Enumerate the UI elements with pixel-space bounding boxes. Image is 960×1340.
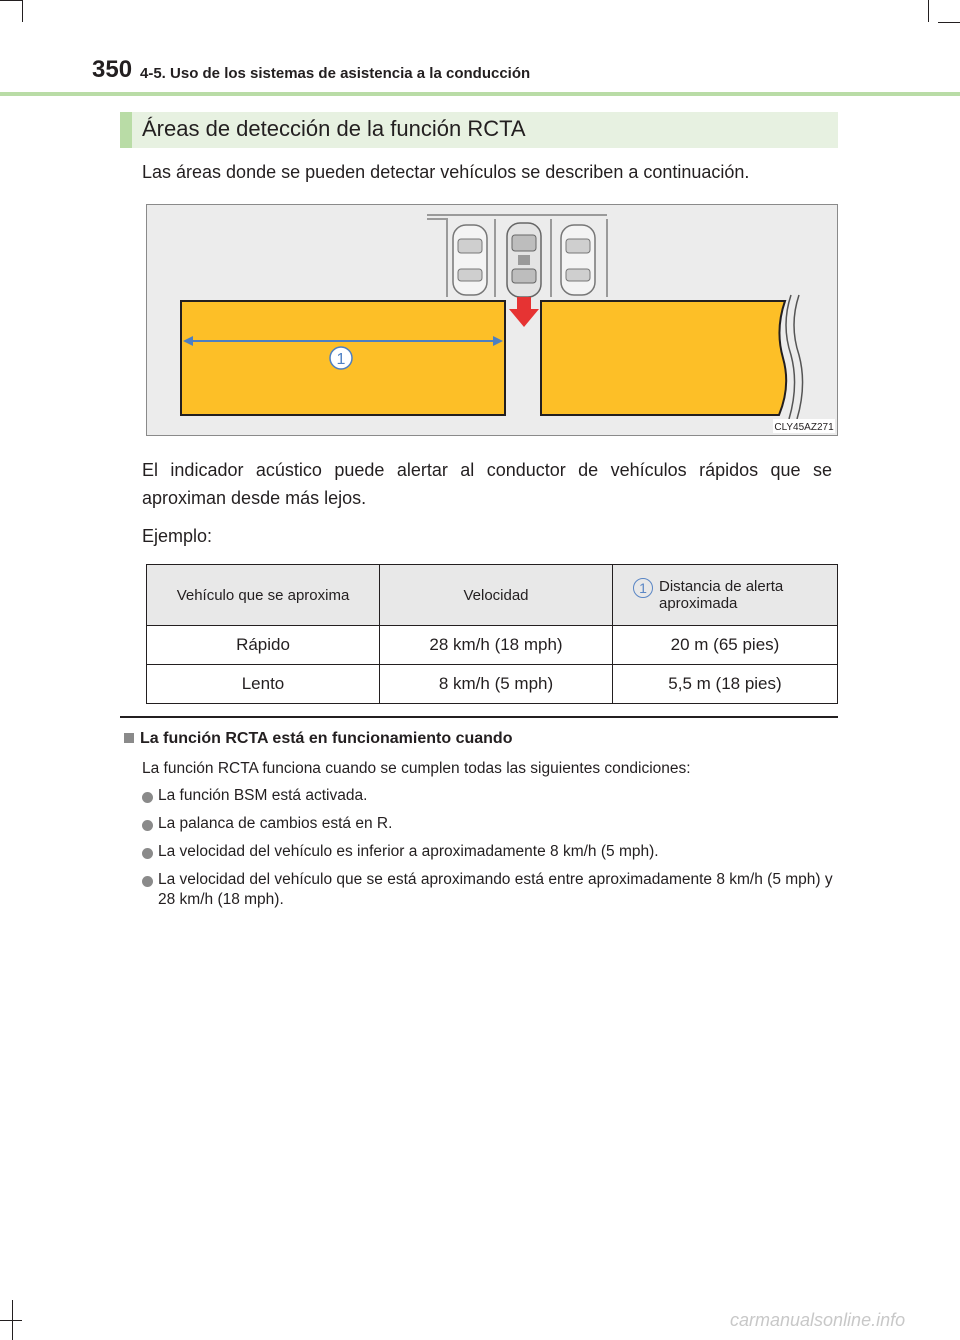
reverse-direction-arrow bbox=[509, 297, 539, 327]
bullet-dot-icon bbox=[142, 792, 153, 803]
header-rule bbox=[0, 92, 960, 96]
section-title: Áreas de detección de la función RCTA bbox=[142, 116, 526, 141]
reversing-car bbox=[507, 223, 541, 297]
warning-paragraph-line1: El indicador acústico puede alertar al conductor de vehículos rápidos que se bbox=[142, 460, 832, 480]
table-cell: 5,5 m (18 pies) bbox=[613, 665, 838, 704]
detection-zone-right bbox=[541, 301, 786, 415]
note-title bbox=[124, 730, 512, 748]
intro-text: Las áreas donde se pueden detectar vehículos se describen a continuación. bbox=[142, 162, 750, 182]
table-cell: 28 km/h (18 mph) bbox=[380, 626, 613, 665]
table-row bbox=[147, 665, 838, 704]
square-bullet-icon bbox=[124, 733, 134, 743]
parked-car-left bbox=[453, 225, 487, 295]
note-bullet: La función BSM está activada. bbox=[158, 787, 368, 804]
note-separator bbox=[120, 716, 838, 718]
figure-code: CLY45AZ271 bbox=[774, 422, 834, 433]
parked-car-right bbox=[561, 225, 595, 295]
detection-area-diagram bbox=[147, 205, 837, 435]
table-header bbox=[613, 565, 838, 626]
table-header: Velocidad bbox=[380, 565, 613, 626]
bullet-dot-icon bbox=[142, 848, 153, 859]
table-row bbox=[147, 626, 838, 665]
alert-distance-table bbox=[146, 564, 838, 704]
callout-1: 1 bbox=[336, 351, 346, 368]
note-bullet: La velocidad del vehículo es inferior a aproximadamente 8 km/h (5 mph). bbox=[158, 843, 659, 860]
crop-mark bbox=[22, 0, 23, 22]
example-label: Ejemplo: bbox=[142, 526, 213, 546]
bullet-dot-icon bbox=[142, 876, 153, 887]
crop-mark bbox=[928, 0, 929, 22]
note-bullet: La palanca de cambios está en R. bbox=[158, 815, 393, 832]
table-cell: Rápido bbox=[147, 626, 380, 665]
table-cell: 8 km/h (5 mph) bbox=[380, 665, 613, 704]
crop-mark bbox=[12, 1300, 13, 1340]
header-callout: 1 bbox=[633, 578, 653, 598]
section-accent bbox=[120, 112, 132, 148]
table-header-text: Distancia de alerta aproximada bbox=[659, 578, 784, 612]
table-cell: 20 m (65 pies) bbox=[613, 626, 838, 665]
watermark: carmanualsonline.info bbox=[730, 1310, 906, 1330]
crop-mark bbox=[938, 22, 960, 23]
page-number: 350 bbox=[92, 56, 133, 83]
table-cell: Lento bbox=[147, 665, 380, 704]
note-bullet: La velocidad del vehículo que se está aproximando está entre aproximadamente 8 km/h (5 mph) y 28 km/h (18 mph). bbox=[158, 871, 833, 908]
bullet-dot-icon bbox=[142, 820, 153, 831]
warning-paragraph-line2: aproximan desde más lejos. bbox=[142, 488, 367, 508]
detection-area-figure bbox=[146, 204, 838, 436]
chapter-title: 4-5. Uso de los sistemas de asistencia a la conducción bbox=[140, 65, 531, 82]
table-header: Vehículo que se aproxima bbox=[147, 565, 380, 626]
crop-mark bbox=[0, 0, 22, 1]
note-title-text: La función RCTA está en funcionamiento cuando bbox=[140, 730, 513, 747]
table-header-row bbox=[147, 565, 838, 626]
note-intro: La función RCTA funciona cuando se cumplen todas las siguientes condiciones: bbox=[142, 760, 691, 777]
crop-mark bbox=[0, 1320, 22, 1321]
